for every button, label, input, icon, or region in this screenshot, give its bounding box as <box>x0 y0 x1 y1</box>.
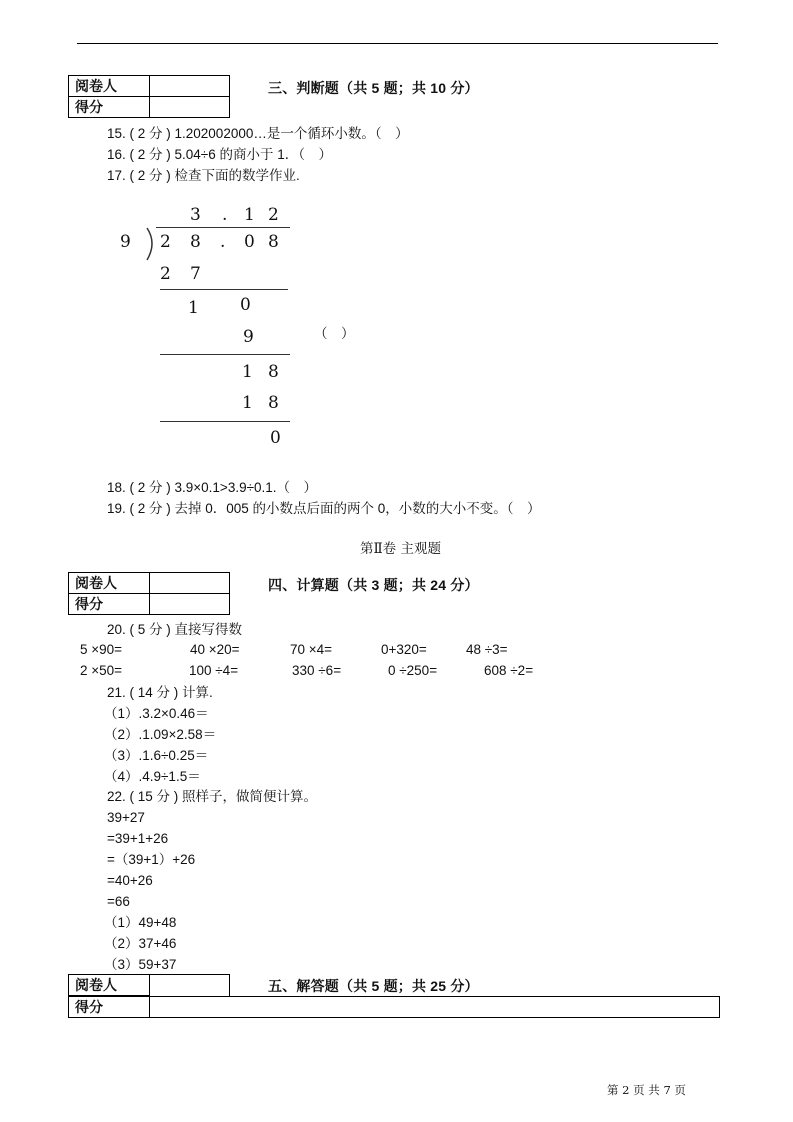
reviewer-field[interactable] <box>150 573 230 594</box>
calc-item: 40 ×20= <box>190 642 240 657</box>
score-field[interactable] <box>150 997 720 1018</box>
dividend-digit: 8 <box>268 232 279 252</box>
divisor: 9 <box>120 232 131 252</box>
reviewer-field[interactable] <box>150 975 230 996</box>
calc-item: 0+320= <box>381 642 427 657</box>
step-digit: 1 <box>242 362 253 382</box>
step-digit: 8 <box>268 362 279 382</box>
question-18: 18. ( 2 分 ) 3.9×0.1>3.9÷0.1.（ ） <box>107 480 318 495</box>
question-16: 16. ( 2 分 ) 5.04÷6 的商小于 1．（ ） <box>107 147 332 162</box>
quotient-digit: . <box>222 205 228 225</box>
q22-item: （2）37+46 <box>104 936 177 951</box>
section3-title: 三、判断题（共 5 题；共 10 分） <box>268 80 479 96</box>
section5-title: 五、解答题（共 5 题；共 25 分） <box>268 978 479 994</box>
section4-title: 四、计算题（共 3 题；共 24 分） <box>268 577 479 593</box>
long-division-figure <box>108 195 308 460</box>
step-rule <box>160 421 290 422</box>
calc-item: 48 ÷3= <box>466 642 508 657</box>
q21-item: （3）.1.6÷0.25＝ <box>104 748 209 763</box>
reviewer-label: 阅卷人 <box>69 975 150 996</box>
q21-item: （1）.3.2×0.46＝ <box>104 706 209 721</box>
question-21-header: 21. ( 14 分 ) 计算. <box>107 685 213 700</box>
calc-item: 0 ÷250= <box>388 663 438 678</box>
division-bracket <box>144 227 160 261</box>
score-row-section5 <box>68 996 720 1018</box>
q22-example-line: =40+26 <box>107 873 153 888</box>
score-field[interactable] <box>150 97 230 118</box>
calc-item: 70 ×4= <box>290 642 333 657</box>
q21-item: （4）.4.9÷1.5＝ <box>104 769 201 784</box>
step-digit: 2 <box>160 264 171 284</box>
calc-row-1 <box>80 642 680 660</box>
question-19: 19. ( 2 分 ) 去掉 0．005 的小数点后面的两个 0，小数的大小不变。（ ） <box>107 501 541 516</box>
header-rule <box>77 43 718 44</box>
quotient-digit: 1 <box>244 205 255 225</box>
step-digit: 0 <box>240 295 251 315</box>
calc-item: 100 ÷4= <box>189 663 239 678</box>
q22-example-line: =（39+1）+26 <box>107 852 196 867</box>
quotient-digit: 3 <box>190 205 201 225</box>
remainder: 0 <box>270 428 281 448</box>
calc-item: 608 ÷2= <box>484 663 534 678</box>
q22-example-line: 39+27 <box>107 810 145 825</box>
q22-item: （3）59+37 <box>104 957 177 972</box>
step-rule <box>160 289 288 290</box>
calc-row-2 <box>80 663 680 681</box>
question-17: 17. ( 2 分 ) 检查下面的数学作业. <box>107 168 300 183</box>
score-label: 得分 <box>69 97 150 118</box>
q22-example-line: =66 <box>107 894 130 909</box>
q22-item: （1）49+48 <box>104 915 177 930</box>
step-digit: 7 <box>190 264 201 284</box>
dividend-digit: 8 <box>190 232 201 252</box>
score-label: 得分 <box>69 594 150 615</box>
dividend-digit: 2 <box>160 232 171 252</box>
reviewer-field[interactable] <box>150 76 230 97</box>
answer-paren-17: （ ） <box>314 326 355 341</box>
dividend-digit: 0 <box>244 232 255 252</box>
question-20-header: 20. ( 5 分 ) 直接写得数 <box>107 622 243 637</box>
step-digit: 1 <box>242 393 253 413</box>
reviewer-label: 阅卷人 <box>69 573 150 594</box>
vinculum <box>156 227 290 228</box>
score-box-section5 <box>68 974 230 996</box>
step-rule <box>160 354 290 355</box>
score-box-section4 <box>68 572 230 615</box>
reviewer-label: 阅卷人 <box>69 76 150 97</box>
step-digit: 1 <box>188 298 199 318</box>
score-label: 得分 <box>69 997 150 1018</box>
q22-example-line: =39+1+26 <box>107 831 169 846</box>
calc-item: 2 ×50= <box>80 663 123 678</box>
question-15: 15. ( 2 分 ) 1.202002000…是一个循环小数。（ ） <box>107 126 409 141</box>
step-digit: 8 <box>268 393 279 413</box>
question-22-header: 22. ( 15 分 ) 照样子，做简便计算。 <box>107 789 318 804</box>
q21-item: （2）.1.09×2.58＝ <box>104 727 217 742</box>
part2-title: 第Ⅱ卷 主观题 <box>360 541 441 557</box>
calc-item: 330 ÷6= <box>292 663 342 678</box>
dividend-digit: . <box>220 232 226 252</box>
quotient-digit: 2 <box>268 205 279 225</box>
score-box-section3 <box>68 75 230 118</box>
step-digit: 9 <box>243 327 254 347</box>
calc-item: 5 ×90= <box>80 642 123 657</box>
score-field[interactable] <box>150 594 230 615</box>
page-footer: 第 2 页 共 7 页 <box>607 1083 686 1097</box>
